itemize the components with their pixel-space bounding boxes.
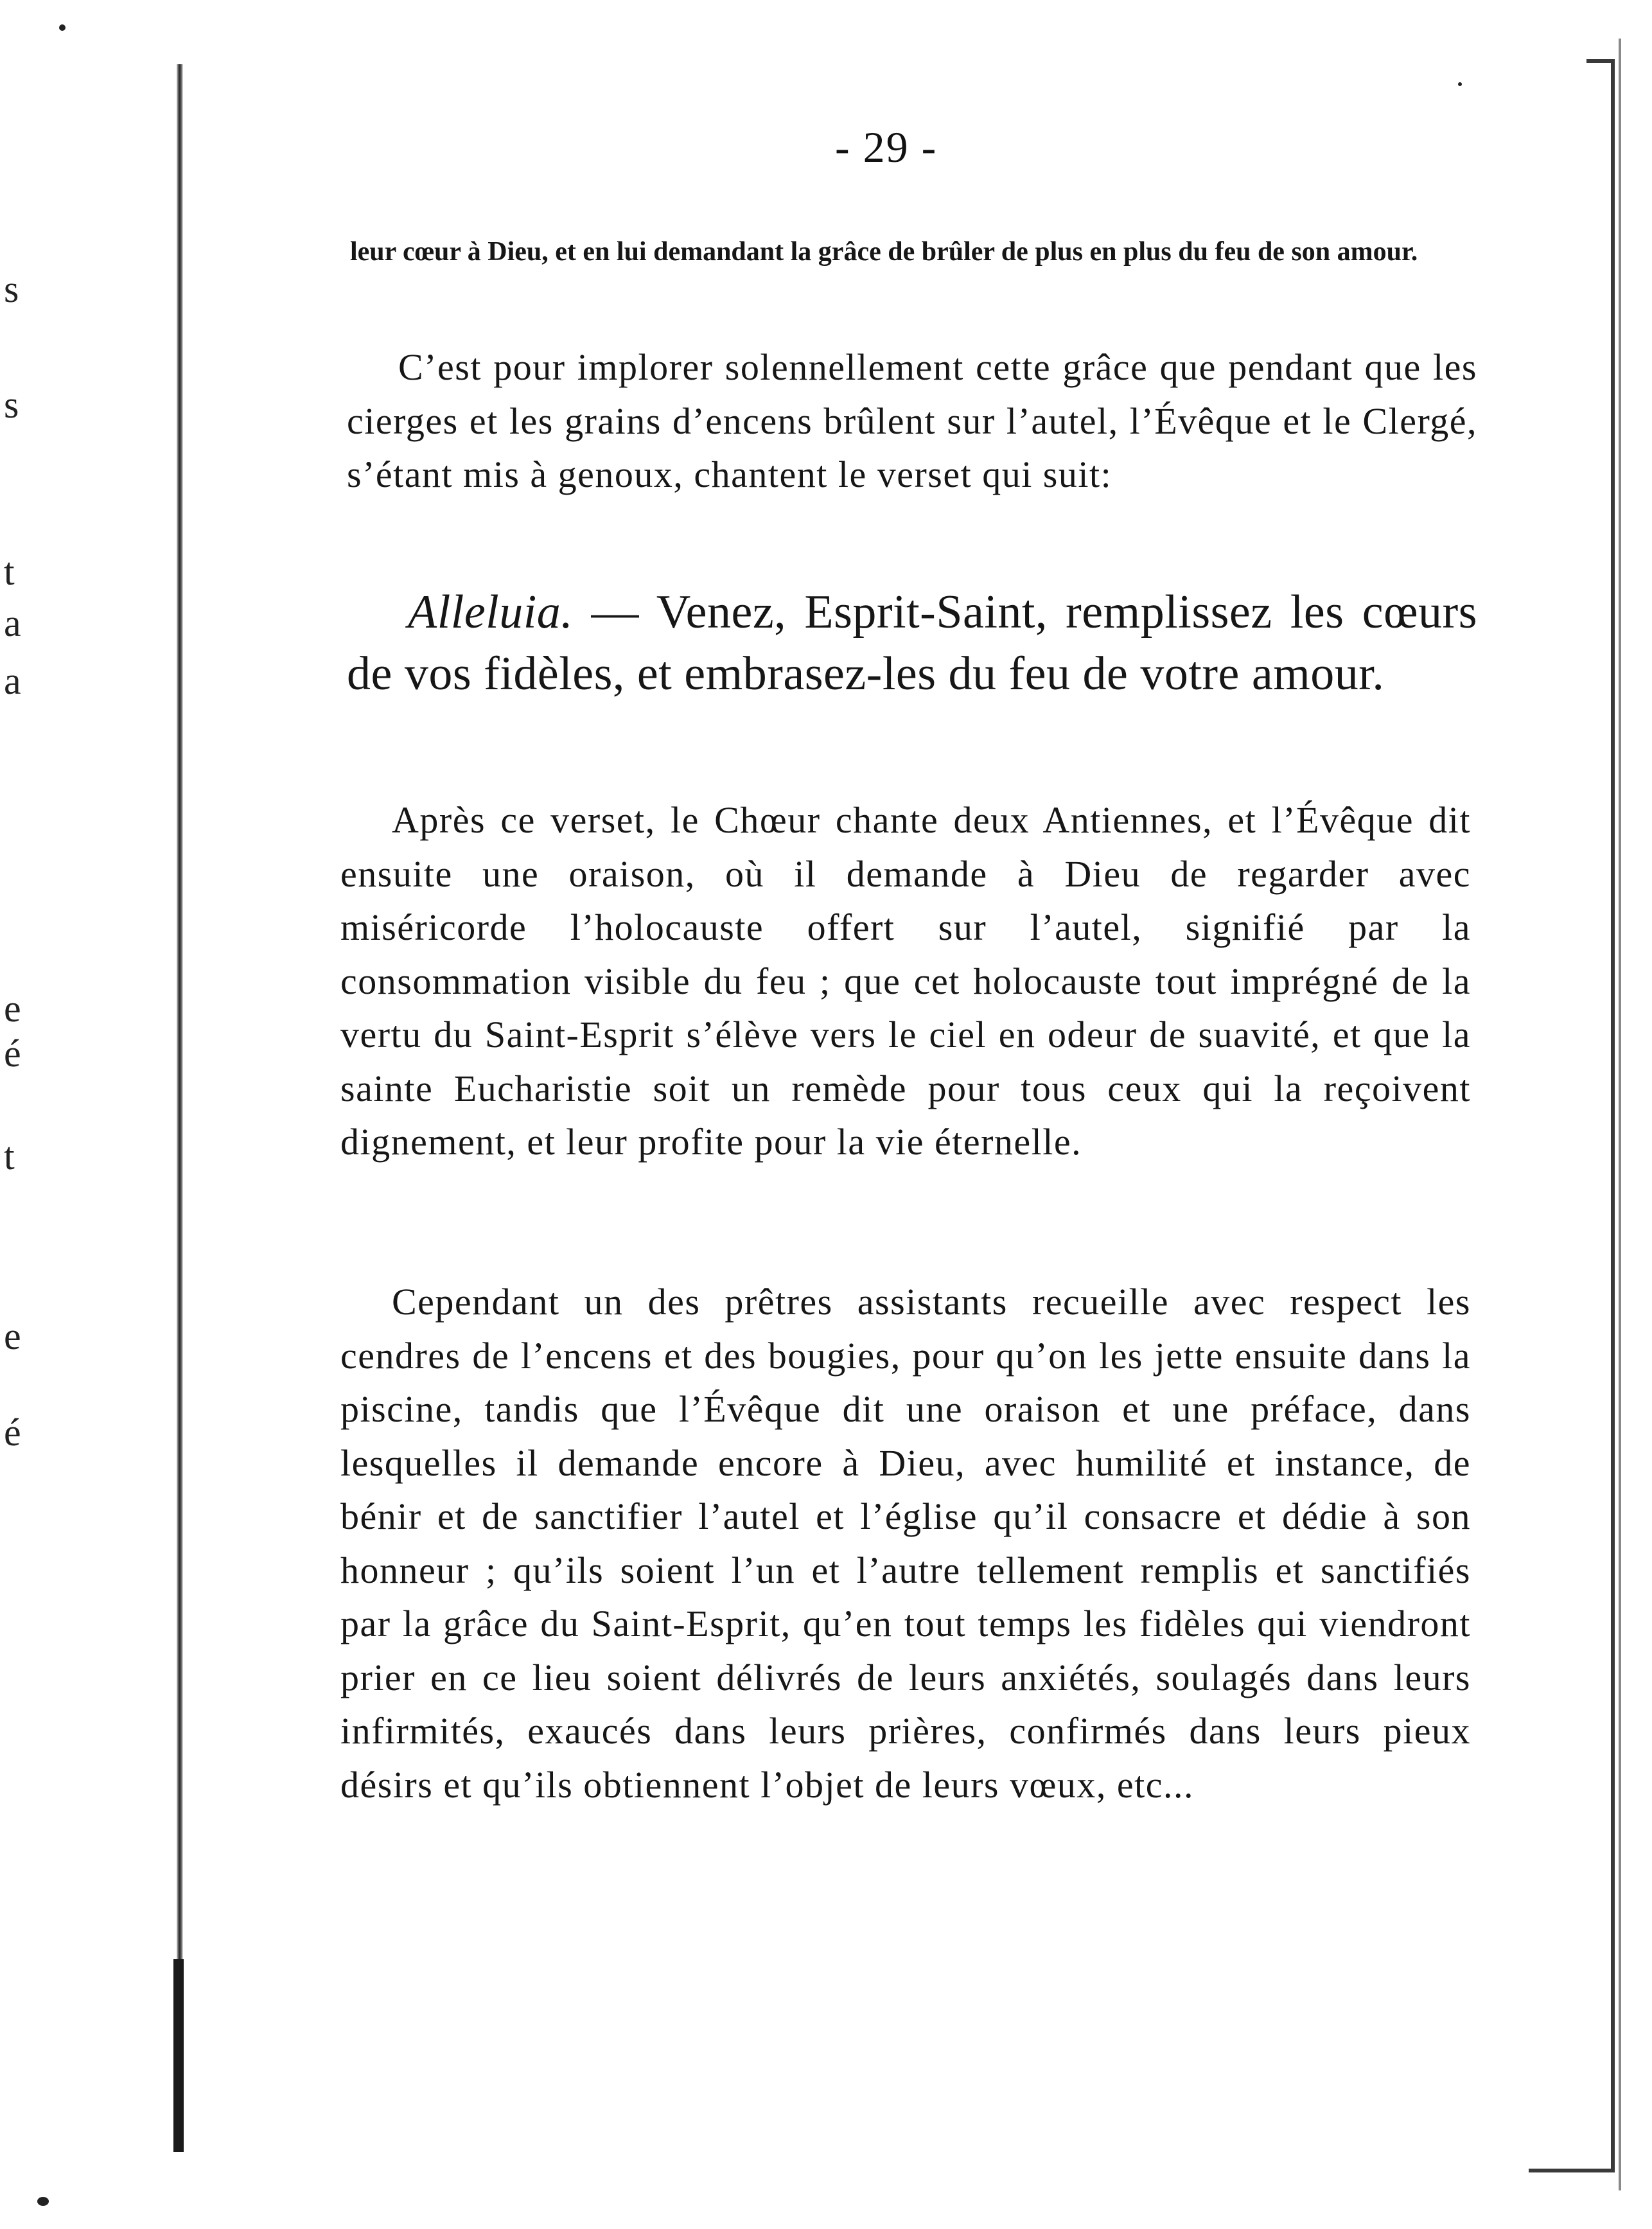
margin-fragment: é: [4, 1032, 21, 1075]
page-edge-outer: [1619, 39, 1621, 2190]
page-edge: [1611, 59, 1615, 2172]
margin-fragment: e: [4, 1315, 21, 1357]
verse-text: — Venez, Esprit-Saint, remplissez les cœurs de vos fidèles, et embrasez-les du feu de votre amour.: [347, 586, 1477, 700]
verse-block: [347, 581, 1477, 705]
margin-fragment: t: [4, 1135, 15, 1177]
verse-lead: Alleluia.: [408, 586, 574, 639]
margin-fragment: t: [4, 551, 15, 593]
paragraph-2: Après ce verset, le Chœur chante deux Antiennes, et l’Évêque dit ensuite une oraison, où il demande à Dieu de regarder avec miséricorde l’holocauste offert sur l’autel, signifié par la consommation visible du feu ; que cet holocauste tout imprégné de la vertu du Saint-Esprit s’élève vers le ciel en odeur de suavité, et que la sainte Eucharistie soit un remède pour tous ceux qui la reçoivent dignement, et leur profite pour la vie éternelle.: [340, 799, 1471, 1163]
previous-page-fragment: [0, 0, 26, 2229]
margin-fragment: a: [4, 602, 21, 644]
margin-fragment: a: [4, 660, 21, 702]
dust-speck: [59, 24, 66, 31]
paragraph-1: C’est pour implorer solennellement cette grâce que pendant que les cierges et les grains d’encens brûlent sur l’autel, l’Évêque et le Clergé, s’étant mis à genoux, chantent le verset qui suit:: [347, 346, 1477, 495]
margin-fragment: é: [4, 1411, 21, 1454]
dust-speck: [1458, 82, 1462, 86]
dust-speck: [37, 2197, 49, 2206]
page-number: - 29 -: [835, 123, 938, 172]
page-corner-top: [1586, 59, 1615, 63]
margin-fragment: s: [4, 383, 19, 426]
paragraph-3: Cependant un des prêtres assistants recueille avec respect les cendres de l’encens et des bougies, pour qu’on les jette ensuite dans la piscine, tandis que l’Évêque dit une oraison et une préface, dans lesquelles il demande encore à Dieu, avec humilité et instance, de bénir et de sanctifier l’autel et l’église qu’il consacre et dédie à son honneur ; qu’ils soient l’un et l’autre tellement remplis et sanctifiés par la grâce du Saint-Esprit, qu’en tout temps les fidèles qui viendront prier en ce lieu soient délivrés de leurs anxiétés, soulagés dans leurs infirmités, exaucés dans leurs prières, confirmés dans leurs pieux désirs et qu’ils obtiennent l’objet de leurs vœux, etc...: [340, 1281, 1471, 1806]
margin-fragment: s: [4, 268, 19, 310]
margin-fragment: e: [4, 987, 21, 1030]
continuation-text: leur cœur à Dieu, et en lui demandant la grâce de brûler de plus en plus du feu de son amour.: [350, 237, 1418, 267]
page-corner-bottom: [1529, 2169, 1615, 2172]
page-gutter-shadow: [173, 1959, 184, 2152]
page-gutter: [177, 64, 183, 2145]
